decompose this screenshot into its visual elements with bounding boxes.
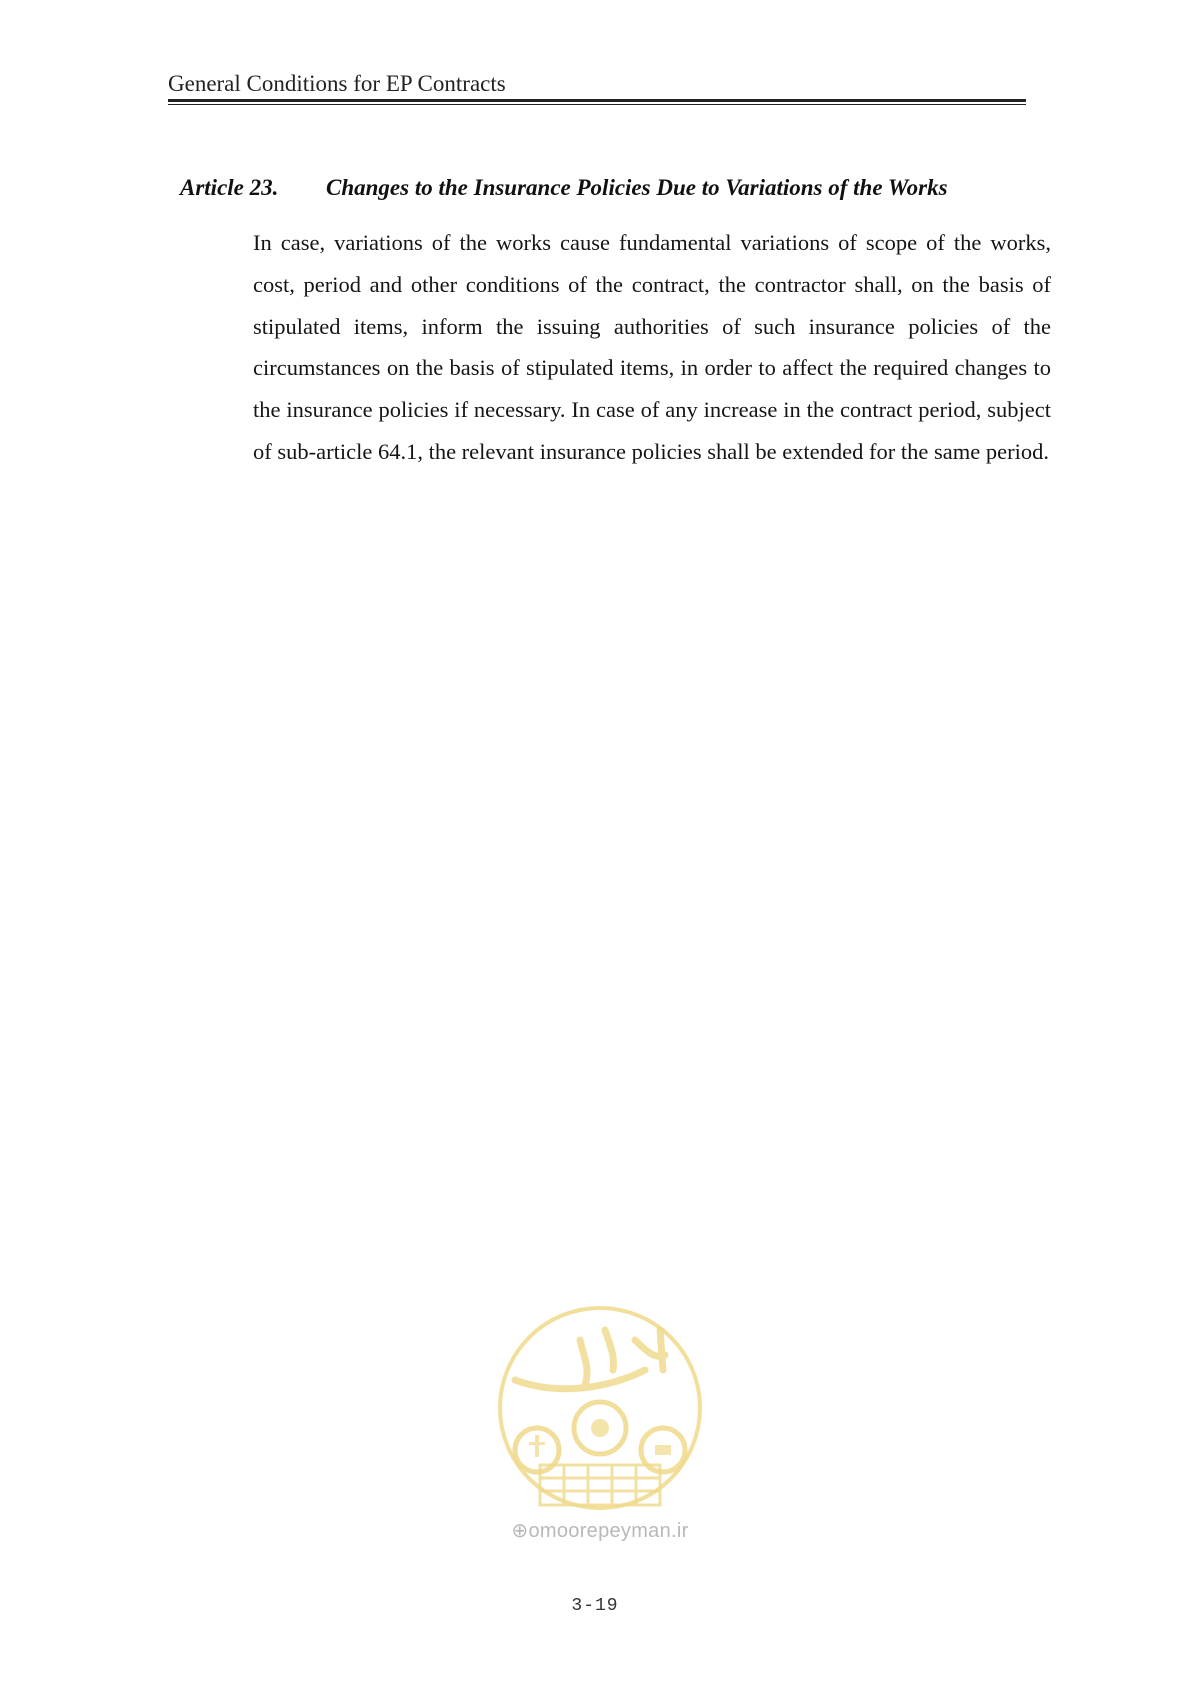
watermark-logo <box>485 1300 715 1550</box>
article-body: In case, variations of the works cause fundamental variations of scope of the works, cost, period and other conditions of the contract, the contractor shall, on the basis of stipulated items, inform the issuing authorities of such insurance policies of the circumstances on the basis of stipulated items, in order to affect the required changes to the insurance policies if necessary. In case of any increase in the contract period, subject of sub-article 64.1, the relevant insurance policies shall be extended for the same period. <box>253 230 1051 464</box>
watermark-url: omoorepeyman.ir <box>528 1520 689 1542</box>
header-rule <box>168 99 1026 102</box>
page-number: 3-19 <box>571 1596 619 1616</box>
seal-icon <box>485 1300 715 1515</box>
running-header: General Conditions for EP Contracts <box>168 71 506 96</box>
article-number: Article 23. <box>180 175 279 200</box>
article-heading <box>180 173 948 203</box>
watermark-caption <box>485 1518 715 1543</box>
article-title: Changes to the Insurance Policies Due to Variations of the Works <box>326 175 948 200</box>
globe-icon: ⊕ <box>511 1520 529 1542</box>
header-rule-thin <box>168 104 1026 105</box>
